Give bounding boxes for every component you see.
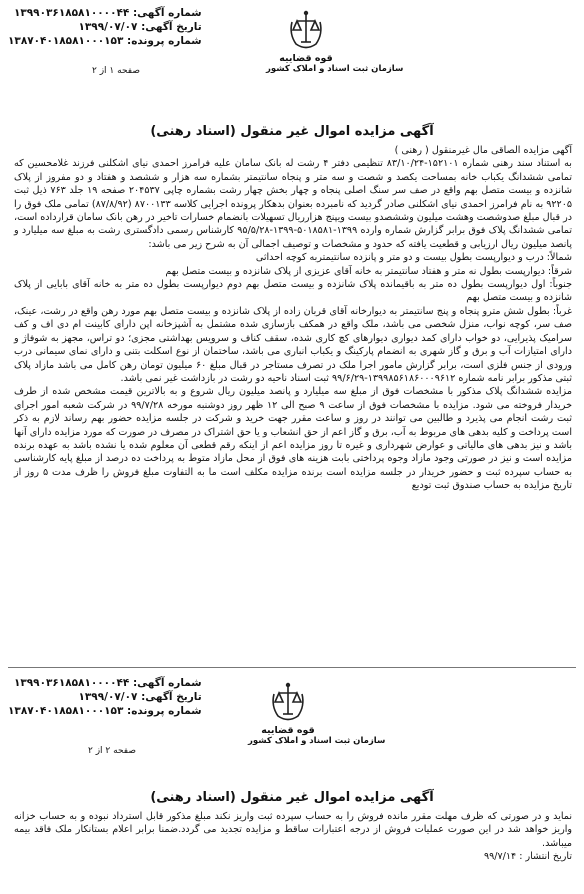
section-divider	[8, 667, 576, 668]
org-judiciary: قوه قضاییه	[261, 725, 315, 736]
ad-date: تاریخ آگهی: ۱۳۹۹/۰۷/۰۷	[78, 21, 202, 33]
org-judiciary: قوه قضاییه	[279, 53, 333, 64]
page-number: صفحه ۲ از ۲	[88, 746, 136, 756]
scales-of-justice-icon	[268, 680, 308, 724]
notice-body-part1	[14, 144, 572, 493]
notice-body-part2	[14, 810, 572, 864]
case-number: شماره پرونده: ۱۳۸۷۰۴۰۱۸۵۸۱۰۰۰۱۵۳	[8, 705, 202, 717]
auction-terms: مزایده ششدانگ پلاک مذکور با مشخصات فوق از مبلغ سه میلیارد و پانصد میلیون ریال شروع و به بالاترین قیمت مشخص شده از طرف خریدار فروخته می شود. مزایده با مشخصات فوق از ساعت ۹ صبح الی ۱۲ ظهر روز دوشنبه مورخه ۹۹/۷/۲۸ در شرکت شعبه امور اجرای ثبت رشت انجام می پذیرد و طالبین می توانند در روز و ساعت مقرر جهت خرید و شرکت در جلسه مزایده حضور بهم رساند لازم به ذکر است پرداخت و کلیه بدهی های مربوط به آب، برق و گاز اعم از حق انشعاب و یا حق اشتراک در مصرف در صورت که مورد مزایده دارای آنها باشد و نیز بدهی های مالیاتی و عوارض شهرداری و غیره تا روز مزایده اعم از اینکه رقم قطعی آن معلوم شده یا نشده باشد به عهده برنده مزایده است و نیز در صورتی وجود مازاد وجوه پرداختی بابت هزینه های فوق از محل مازاد متوط به پرداخت ده درصد از مبلغ پایه کارشناسی به حساب سپرده ثبت و حضور خریدار در جلسه مزایده است برنده مزایده مکلف است ما به التفاوت مبلغ فروش را ظرف مدت ۵ روز از تاریخ مزایده به حساب صندوق ثبت تودیع	[14, 386, 572, 492]
notice-title: آگهی مزایده اموال غیر منقول (اسناد رهنی)	[150, 124, 434, 139]
west-boundary-description: غرباً: بطول شش مترو پنجاه و پنج سانتیمتر به دیوارخانه آقای قربان زاده از پلاک شانزده و بیست متصل بهم مورد رهن واقع در رشت، عینک، صف سر، کوچه نواب، منزل شخصی می باشد، ملک واقع در همکف بازسازی شده مشتمل به آشپزخانه اپن دارای کابینت ام دی اف و کف سرامیک پذیرایی، دو خواب دارای کمد دیواری دیوارهای کچ کاری شده، سقف کناف و سرویس بهداشتی مجزی؛ دو تراس، مجهز به شوفاژ و دارای امتیازات آب و برق و گاز شهری به انضمام پارکینگ و یکباب انباری می باشد، ساختمان از نوع اسکلت بتنی و دارای نمای سیمانی درب ورودی از جنس فلزی است، برابر گزارش مامور اجرا ملک در تصرف مستاجر در قبال مبلغ ۶۰ میلیون تومان رهن کامل می باشد مازاد پلاک ثبتی مذکور برابر نامه شماره ۱۳۹۹۸۵۶۱۸۶۰۰۰۹۶۱۲-۹۹/۶/۲۹ ثبت اسناد ناحیه دو رشت در بازداشت غیر نمی باشد.	[14, 305, 572, 384]
publication-date: تاریخ انتشار : ۹۹/۷/۱۴	[483, 851, 572, 863]
ad-number: شماره آگهی: ۱۳۹۹۰۳۶۱۸۵۸۱۰۰۰۰۴۴	[13, 677, 202, 689]
notice-title: آگهی مزایده اموال غیر منقول (اسناد رهنی)	[150, 790, 434, 805]
ad-meta-part1	[8, 6, 202, 48]
main-paragraph: به استناد سند رهنی شماره ۱۵۲۱۰۱-۸۳/۱۰/۲۴ تنظیمی دفتر ۴ رشت له بانک سامان علیه فرامرز احمدی نیای اشکلنی فرزند غلامحسین که تمامی ششدانگ یکباب خانه بمساحت یکصد و شصت و سه متر و پنجاه سانتیمتر بشماره سه هزار و ششصد و هفتاد و دو مفروز از پلاک شانزده و بیست متصل بهم واقع در صف سر سنگ اصلی پنجاه و چهار بخش چهار رشت بشماره چاپی ۲۰۴۵۳۷ صفحه ۱۹ جلد ۷۶۳ ذیل ثبت ۹۲۲۰۵ به نام فرامرز احمدی نیای اشکلنی صادر گردید که نامبرده بعنوان بدهکار پرونده اجرایی کلاسه ۸۷۰۰۱۳۳ (۸۷/۸/۹۲) تمامی ملک فوق را در قبال مبلغ صدوشصت وهشت میلیون وششصدو بیست ویپنج هزارریال تسهیلات بانضمام خسارات تاخیر در رهن بانک سامان قرارداده است، تمامی ششدانگ پلاک فوق برابر گزارش شماره وارده ۱۳۹۹-۵۰۱۸۵۸۱-۱۳۹۹-۹۵/۵/۲۸ کارشناس رسمی دادگستری رشت به مبلغ سه میلیارد و پانصد میلیون ریال ارزیابی و قطعیت یافته که حدود و مشخصات و توصیف اجمالی آن به شرح زیر می باشد:	[13, 158, 572, 250]
scales-of-justice-icon	[286, 8, 326, 52]
continuation-paragraph: نماید و در صورتی که ظرف مهلت مقرر مانده فروش را به حساب سپرده ثبت واریز نکند مبلغ مذکور قابل استرداد نبوده و به حساب خزانه واریز خواهد شد در این صورت عملیات فروش از درجه اعتبارات ساقط و مزایده تجدید می گردد.ضمنا برابر اعلام بستانکار ملک فاقد بیمه میباشد.	[14, 811, 572, 849]
org-registration: سازمان ثبت اسناد و املاک کشور	[266, 64, 404, 74]
intro-line: آگهی مزایده الصاقی مال غیرمنقول ( رهنی )	[394, 145, 572, 156]
page-number: صفحه ۱ از ۲	[92, 66, 140, 76]
ad-number: شماره آگهی: ۱۳۹۹۰۳۶۱۸۵۸۱۰۰۰۰۴۴	[13, 7, 202, 19]
ad-meta-part2	[8, 676, 202, 718]
ad-date: تاریخ آگهی: ۱۳۹۹/۰۷/۰۷	[78, 691, 202, 703]
case-number: شماره پرونده: ۱۳۸۷۰۴۰۱۸۵۸۱۰۰۰۱۵۳	[8, 35, 202, 47]
south-boundary: جنوباً: اول دیوارپست بطول ده متر به باقیمانده پلاک شانزده و بیست متصل بهم دوم دیوارپست بطول ده متر به خانه آقای بابایی از پلاک شانزده و بیست متصل بهم	[14, 279, 572, 304]
north-boundary: شمالاً: درب و دیوارپست بطول بیست و دو متر و پانزده سانتیمتربه کوچه احداثی	[255, 252, 572, 264]
header-part1	[0, 0, 584, 80]
judiciary-emblem	[248, 680, 386, 746]
judiciary-emblem	[266, 8, 404, 74]
east-boundary: شرقاً: دیوارپست بطول نه متر و هفتاد سانتیمتر به خانه آقای عزیزی از پلاک شانزده و بیست متصل بهم	[165, 265, 572, 277]
org-registration: سازمان ثبت اسناد و املاک کشور	[248, 736, 386, 746]
header-part2	[0, 672, 584, 762]
